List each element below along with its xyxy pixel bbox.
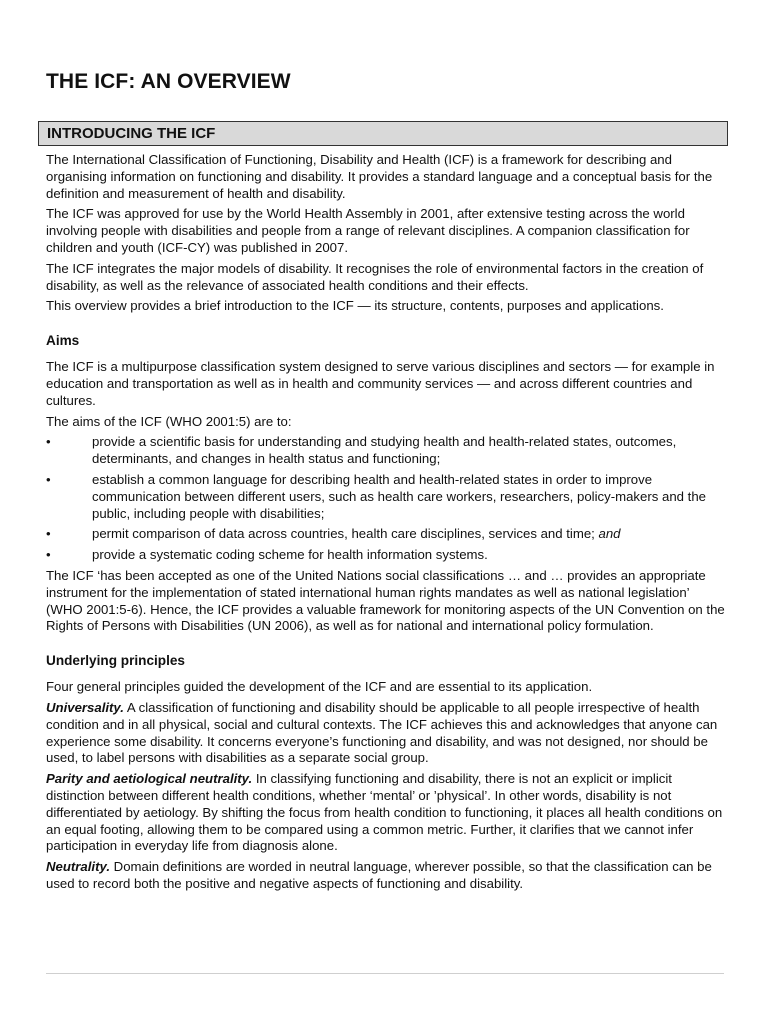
- principle-text: A classification of functioning and disability should be applicable to all people irrespective of health condition and in all physical, social and cultural contexts. The ICF achieves this and acknowledges that anyone can experience some disability. It concerns everyone’s functioning and disability, and was not designed, nor should be used, to label persons with disabilities as a separate social group.: [46, 699, 718, 766]
- principle-paragraph: [46, 700, 728, 767]
- section-heading: INTRODUCING THE ICF: [38, 121, 728, 146]
- aims-heading: Aims: [46, 333, 80, 349]
- principles-intro: Four general principles guided the development of the ICF and are essential to its application.: [46, 679, 593, 695]
- principle-text: Domain definitions are worded in neutral language, wherever possible, so that the classification can be used to record both the positive and negative aspects of functioning and disability.: [46, 859, 712, 891]
- list-item-suffix: and: [598, 526, 621, 542]
- aims-paragraph: The ICF ‘has been accepted as one of the United Nations social classifications … and … provides an appropriate instrument for the implementation of stated international human rights mandates as well as national legislation’ (WHO 2001:5-6). Hence, the ICF provides a valuable framework for monitoring aspects of the UN Convention on the Rights of Persons with Disabilities (UN 2006), as well as for national and international policy formulation.: [46, 567, 725, 634]
- principle-text: In classifying functioning and disability, there is not an explicit or implicit distinction between different health conditions, whether ‘mental’ or ’physical’. In other words, disability is not differentiated by aetiology. By shifting the focus from health condition to functioning, it places all health conditions on an equal footing, allowing them to be compared using a common metric. Further, it clarifies that we cannot infer participation in everyday life from diagnosis alone.: [46, 771, 723, 854]
- principle-lead: Parity and aetiological neutrality.: [46, 771, 253, 787]
- bullet-icon: •: [46, 471, 51, 487]
- aims-paragraph: The ICF is a multipurpose classification system designed to serve various disciplines and sectors — for example in education and transportation as well as in health and community services — and across different countries and cultures.: [46, 359, 715, 408]
- list-item-text: provide a systematic coding scheme for health information systems.: [92, 547, 488, 563]
- bullet-icon: •: [46, 434, 51, 450]
- principle-lead: Universality.: [46, 699, 124, 715]
- list-item-text: establish a common language for describing health and health-related states in order to improve communication between different users, such as health care workers, researchers, policy-makers and the public, including people with disabilities;: [92, 471, 706, 521]
- aims-list: [46, 434, 728, 564]
- document-page: [46, 70, 728, 893]
- aims-paragraph: The aims of the ICF (WHO 2001:5) are to:: [46, 413, 292, 429]
- list-item: [46, 526, 728, 543]
- principles-heading: Underlying principles: [46, 653, 185, 669]
- list-item: [46, 472, 728, 522]
- bullet-icon: •: [46, 526, 51, 542]
- intro-paragraph: This overview provides a brief introduction to the ICF — its structure, contents, purposes and applications.: [46, 298, 664, 314]
- list-item-text: provide a scientific basis for understanding and studying health and health-related states, outcomes, determinants, and changes in health status and functioning;: [92, 434, 677, 467]
- principle-lead: Neutrality.: [46, 859, 110, 875]
- list-item: [46, 434, 728, 468]
- footer-divider: [46, 973, 724, 974]
- intro-paragraph: The ICF was approved for use by the World Health Assembly in 2001, after extensive testing across the world involving people with disabilities and people from a range of relevant disciplines. A companion classification for children and youth (ICF-CY) was published in 2007.: [46, 206, 690, 255]
- list-item: [46, 547, 728, 564]
- bullet-icon: •: [46, 547, 51, 563]
- intro-paragraph: The International Classification of Functioning, Disability and Health (ICF) is a framework for describing and organising information on functioning and disability. It provides a standard language and a conceptual basis for the definition and measurement of health and disability.: [46, 152, 713, 201]
- principle-paragraph: [46, 859, 728, 893]
- list-item-text: permit comparison of data across countries, health care disciplines, services and time;: [92, 526, 599, 542]
- intro-paragraph: The ICF integrates the major models of disability. It recognises the role of environmental factors in the creation of disability, as well as the relevance of associated health conditions and their effects.: [46, 260, 704, 293]
- principle-paragraph: [46, 771, 728, 855]
- page-title: THE ICF: AN OVERVIEW: [46, 70, 291, 93]
